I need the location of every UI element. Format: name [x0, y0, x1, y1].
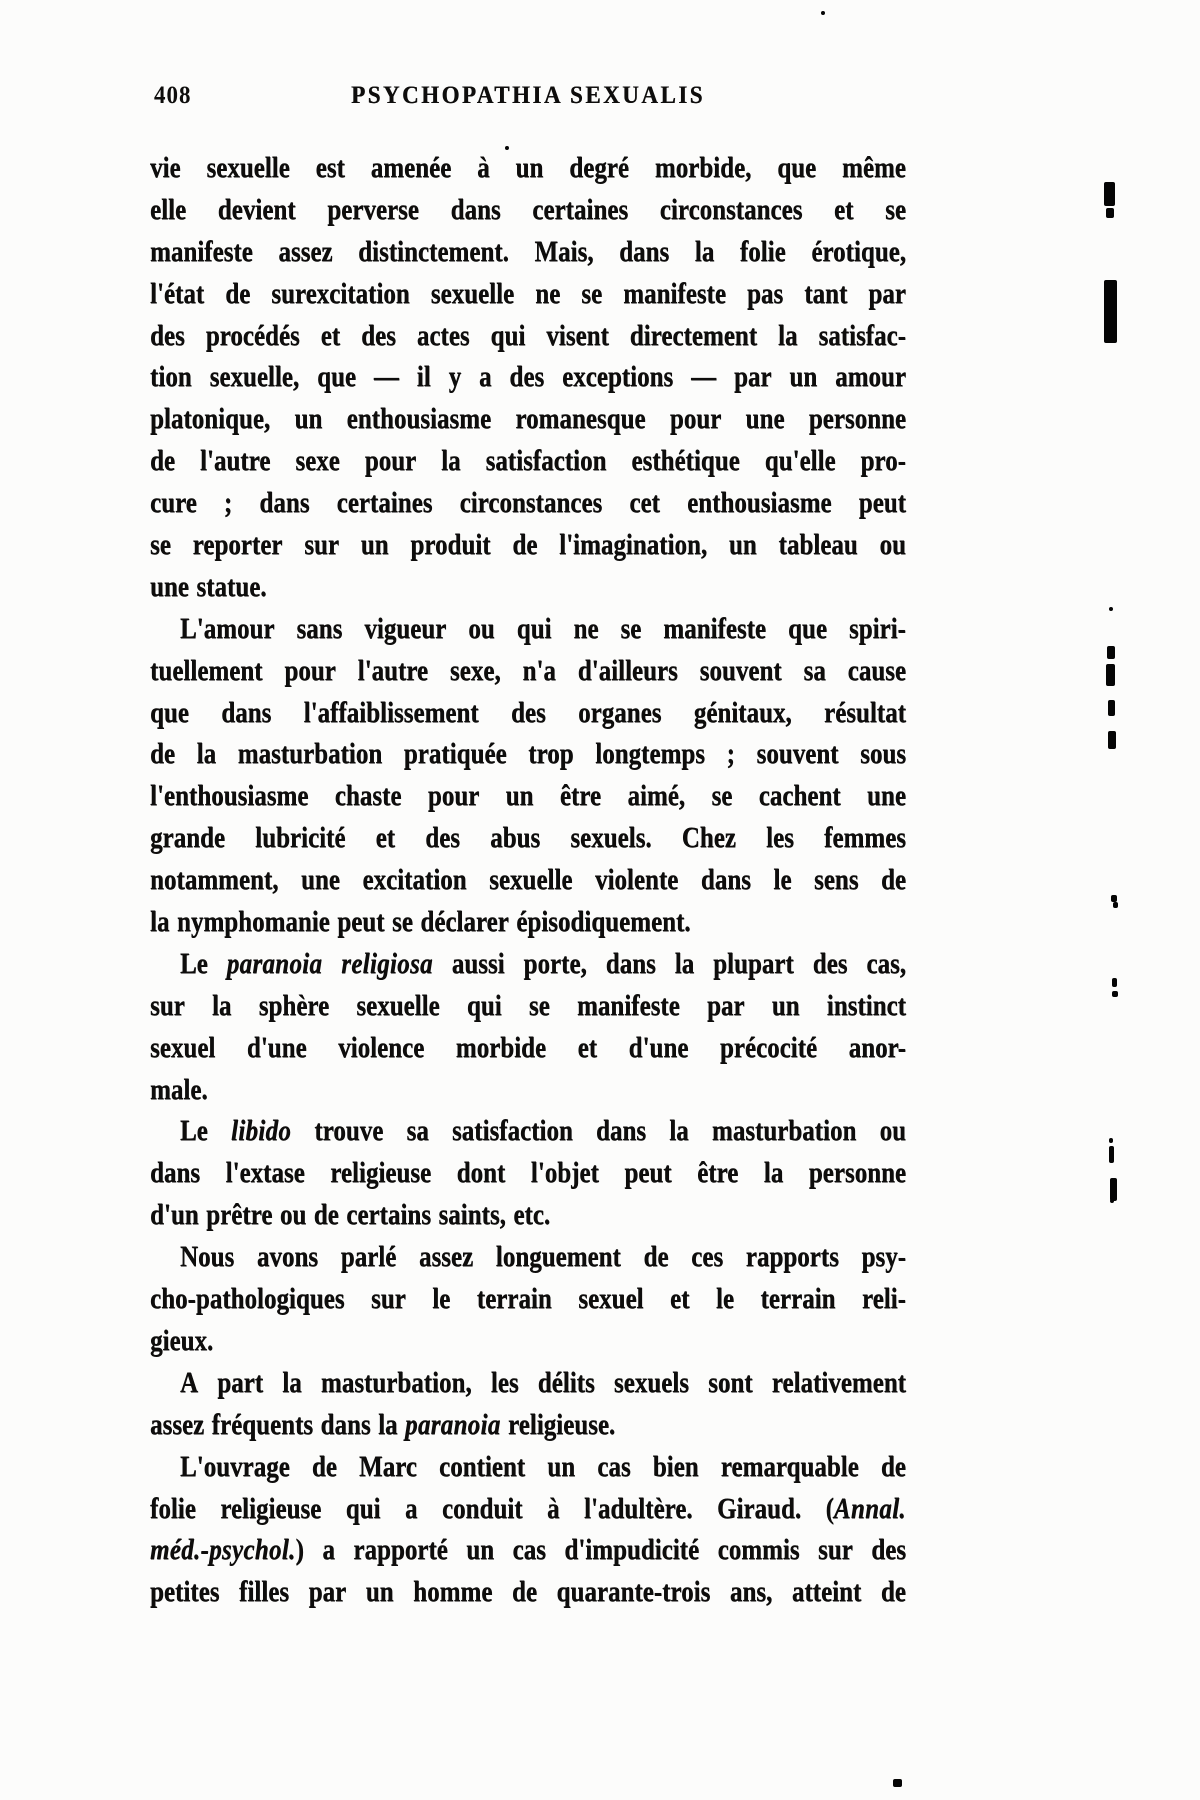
text-line: grande lubricité et des abus sexuels. Chez les femmes — [150, 822, 906, 855]
text-line: une statue. — [150, 571, 267, 604]
text-line: Nous avons parlé assez longuement de ces rapports psy- — [180, 1241, 906, 1274]
text-line: sexuel d'une violence morbide et d'une précocité anor- — [150, 1032, 906, 1064]
text-line: gieux. — [150, 1325, 214, 1358]
page-title: PSYCHOPATHIA SEXUALIS — [351, 80, 705, 109]
text-line: A part la masturbation, les délits sexuels sont relativement — [180, 1367, 906, 1400]
text-line: cho-pathologiques sur le terrain sexuel et le terrain reli- — [150, 1283, 906, 1316]
ink-mark — [1112, 991, 1118, 997]
ink-mark — [1111, 895, 1117, 902]
text-line: de l'autre sexe pour la satisfaction esthétique qu'elle pro- — [150, 445, 906, 478]
text-line: petites filles par un homme de quarante-trois ans, atteint de — [150, 1576, 906, 1609]
ink-mark — [1113, 902, 1118, 908]
text-line: que dans l'affaiblissement des organes génitaux, résultat — [150, 697, 906, 729]
ink-mark — [1109, 607, 1113, 611]
ink-mark — [1110, 1199, 1114, 1203]
text-line: l'enthousiasme chaste pour un être aimé, se cachent une — [150, 780, 906, 813]
text-line: d'un prêtre ou de certains saints, etc. — [150, 1199, 551, 1232]
running-head — [150, 82, 906, 112]
text-line: se reporter sur un produit de l'imagination, un tableau ou — [150, 529, 906, 562]
text-line: L'ouvrage de Marc contient un cas bien remarquable de — [180, 1451, 906, 1483]
text-line: la nymphomanie peut se déclarer épisodiquement. — [150, 906, 691, 939]
text-line: des procédés et des actes qui visent directement la satisfac- — [150, 320, 906, 352]
text-line: tuellement pour l'autre sexe, n'a d'ailleurs souvent sa cause — [150, 655, 906, 687]
ink-mark — [821, 11, 825, 15]
text-line: dans l'extase religieuse dont l'objet peut être la personne — [150, 1158, 906, 1190]
ink-mark — [1109, 1138, 1113, 1143]
text-line: assez fréquents dans la paranoia religieuse. — [150, 1409, 616, 1441]
text-line: tion sexuelle, que — il y a des exceptions — par un amour — [150, 362, 906, 394]
ink-mark — [1112, 978, 1117, 987]
ink-mark — [1104, 280, 1117, 343]
text-line: vie sexuelle est amenée à un degré morbide, que même — [150, 152, 906, 185]
ink-mark — [1107, 646, 1115, 659]
text-line: Le paranoia religiosa aussi porte, dans la plupart des cas, — [180, 948, 906, 981]
ink-mark — [1109, 1146, 1114, 1163]
ink-mark — [1108, 731, 1116, 749]
text-block — [150, 148, 906, 1614]
ink-mark — [505, 146, 509, 150]
text-line: de la masturbation pratiquée trop longtemps ; souvent sous — [150, 739, 906, 771]
ink-mark — [1104, 182, 1115, 206]
ink-mark — [1106, 664, 1115, 686]
text-line: notamment, une excitation sexuelle violente dans le sens de — [150, 864, 906, 897]
text-line: folie religieuse qui a conduit à l'adultère. Giraud. (Annal. — [150, 1493, 906, 1525]
text-line: male. — [150, 1074, 208, 1106]
text-line: Le libido trouve sa satisfaction dans la masturbation ou — [180, 1116, 906, 1148]
text-line: sur la sphère sexuelle qui se manifeste par un instinct — [150, 990, 906, 1023]
ink-mark — [1108, 700, 1115, 716]
text-line: platonique, un enthousiasme romanesque pour une personne — [150, 403, 906, 436]
text-line: elle devient perverse dans certaines circonstances et se — [150, 194, 906, 227]
text-line: méd.-psychol.) a rapporté un cas d'impudicité commis sur des — [150, 1535, 906, 1567]
ink-mark — [893, 1779, 902, 1787]
ink-mark — [1106, 208, 1114, 218]
page-number: 408 — [154, 80, 192, 109]
text-line: l'état de surexcitation sexuelle ne se manifeste pas tant par — [150, 278, 906, 310]
text-line: cure ; dans certaines circonstances cet enthousiasme peut — [150, 487, 906, 520]
ink-mark — [1110, 1178, 1117, 1201]
text-line: manifeste assez distinctement. Mais, dans la folie érotique, — [150, 236, 906, 269]
text-line: L'amour sans vigueur ou qui ne se manifeste que spiri- — [180, 613, 906, 646]
